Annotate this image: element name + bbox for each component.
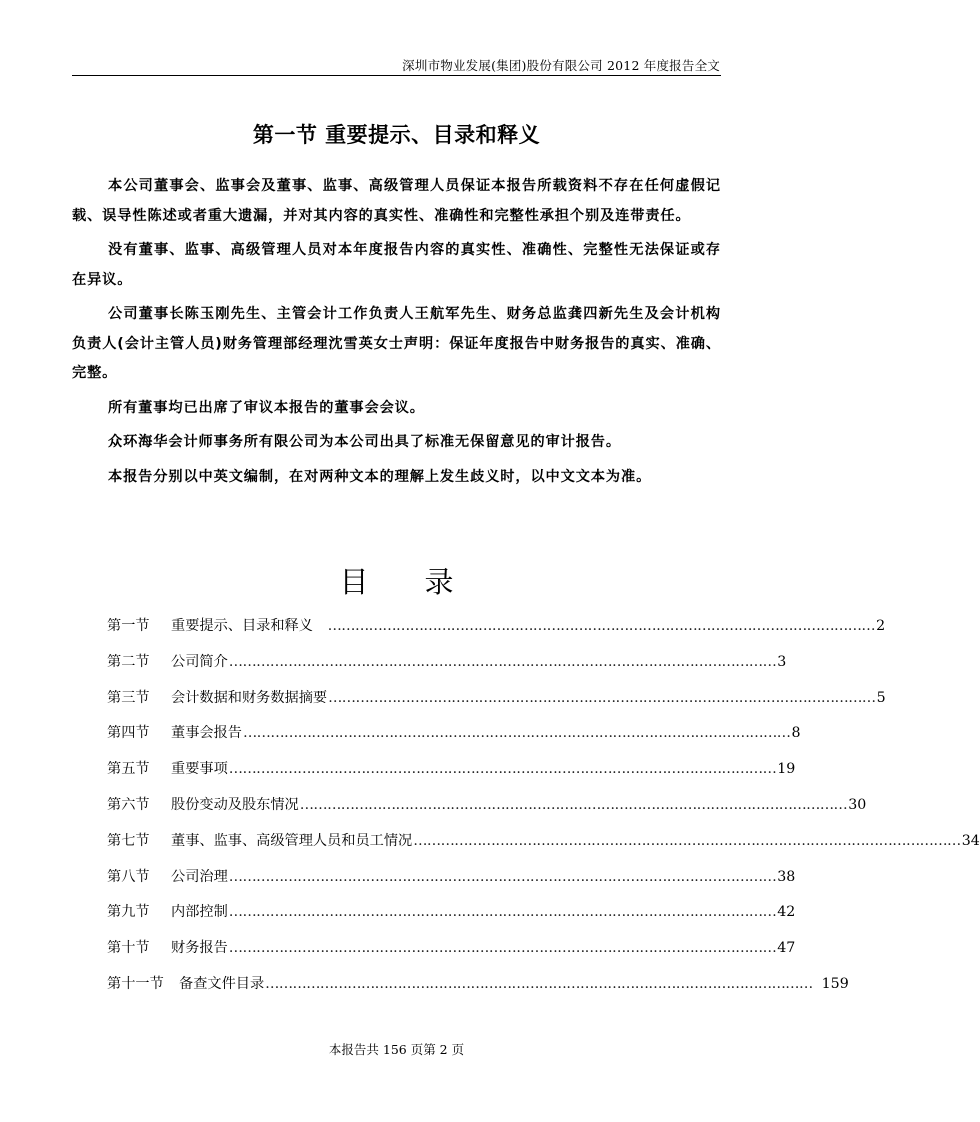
toc-entry[interactable]	[107, 718, 801, 754]
toc-page: 2	[876, 618, 886, 634]
toc-entry[interactable]	[107, 790, 867, 826]
toc-leader: …………………………………………………………………………………………………………	[299, 796, 848, 813]
toc-entry[interactable]	[107, 897, 796, 933]
toc-page: 38	[777, 868, 796, 885]
toc-label: 董事会报告	[171, 725, 242, 742]
toc-page: 3	[777, 653, 787, 670]
toc-chapter: 第一节	[107, 618, 150, 634]
section-title: 第一节 重要提示、目录和释义	[252, 123, 541, 147]
important-notice	[72, 172, 721, 497]
toc-page: 8	[791, 725, 801, 742]
toc-label: 公司治理	[171, 868, 228, 885]
toc-title: 目录	[339, 565, 510, 599]
toc-label: 财务报告	[171, 940, 228, 957]
toc-entry[interactable]	[107, 933, 796, 969]
header-divider	[72, 75, 721, 76]
toc-leader: …………………………………………………………………………………………………………	[265, 975, 813, 992]
toc-leader: …………………………………………………………………………………………………………	[413, 832, 961, 849]
statement-paragraph: 没有董事、监事、高级管理人员对本年度报告内容的真实性、准确性、完整性无法保证或存在异议。	[72, 242, 721, 288]
toc-page: 19	[777, 761, 796, 778]
page-footer: 本报告共 156 页第 2 页	[328, 1042, 465, 1057]
statement-paragraph: 众环海华会计师事务所有限公司为本公司出具了标准无保留意见的审计报告。	[108, 434, 621, 450]
toc-page: 5	[876, 689, 886, 706]
toc-entry[interactable]	[107, 647, 787, 683]
toc-label: 股份变动及股东情况	[171, 796, 299, 813]
toc-page: 30	[848, 796, 867, 813]
toc-page: 159	[821, 975, 849, 992]
toc-entry[interactable]	[107, 754, 796, 790]
toc-label: 公司简介	[171, 653, 228, 670]
toc-label: 备查文件目录	[179, 975, 265, 992]
toc-entry[interactable]	[107, 611, 886, 647]
toc-page: 34	[961, 832, 980, 849]
toc-chapter: 第五节	[107, 761, 150, 778]
toc-entry[interactable]	[107, 969, 849, 1005]
toc-leader: …………………………………………………………………………………………………………	[228, 904, 777, 921]
toc-entry[interactable]	[107, 683, 886, 719]
statement-paragraph: 所有董事均已出席了审议本报告的董事会会议。	[108, 399, 425, 416]
toc-entry[interactable]	[107, 862, 796, 898]
toc-label: 董事、监事、高级管理人员和员工情况	[171, 832, 413, 849]
toc-chapter: 第二节	[107, 653, 150, 670]
toc-chapter: 第十节	[107, 940, 150, 957]
toc-leader: …………………………………………………………………………………………………………	[242, 725, 791, 742]
statement-paragraph: 本公司董事会、监事会及董事、监事、高级管理人员保证本报告所载资料不存在任何虚假记载、误导性陈述或者重大遗漏，并对其内容的真实性、准确性和完整性承担个别及连带责任。	[72, 178, 721, 224]
toc-entry[interactable]	[107, 826, 980, 862]
toc-label: 内部控制	[171, 904, 228, 921]
toc-label: 重要事项	[171, 761, 228, 778]
toc-chapter: 第三节	[107, 689, 150, 706]
toc-leader: …………………………………………………………………………………………………………	[228, 940, 777, 957]
toc-leader: …………………………………………………………………………………………………………	[313, 618, 876, 634]
toc-label: 会计数据和财务数据摘要	[171, 689, 328, 706]
toc-leader: …………………………………………………………………………………………………………	[228, 653, 777, 670]
toc-page: 47	[777, 940, 796, 957]
statement-paragraph: 本报告分别以中英文编制，在对两种文本的理解上发生歧义时，以中文文本为准。	[108, 468, 652, 485]
toc-chapter: 第九节	[107, 904, 150, 921]
toc-leader: …………………………………………………………………………………………………………	[328, 689, 876, 706]
toc-leader: …………………………………………………………………………………………………………	[228, 868, 777, 885]
toc-chapter: 第七节	[107, 832, 150, 849]
toc-label: 重要提示、目录和释义	[171, 618, 313, 634]
statement-paragraph: 公司董事长陈玉刚先生、主管会计工作负责人王航军先生、财务总监龚四新先生及会计机构负责人(会计主管人员)财务管理部经理沈雪英女士声明：保证年度报告中财务报告的真实、准确、完整。	[72, 306, 721, 381]
table-of-contents	[107, 611, 980, 1005]
running-header: 深圳市物业发展(集团)股份有限公司 2012 年度报告全文	[402, 58, 720, 73]
toc-leader: …………………………………………………………………………………………………………	[228, 761, 777, 778]
toc-chapter: 第四节	[107, 725, 150, 742]
toc-chapter: 第十一节	[107, 975, 164, 992]
toc-chapter: 第六节	[107, 796, 150, 813]
toc-chapter: 第八节	[107, 868, 150, 885]
toc-page: 42	[777, 904, 796, 921]
